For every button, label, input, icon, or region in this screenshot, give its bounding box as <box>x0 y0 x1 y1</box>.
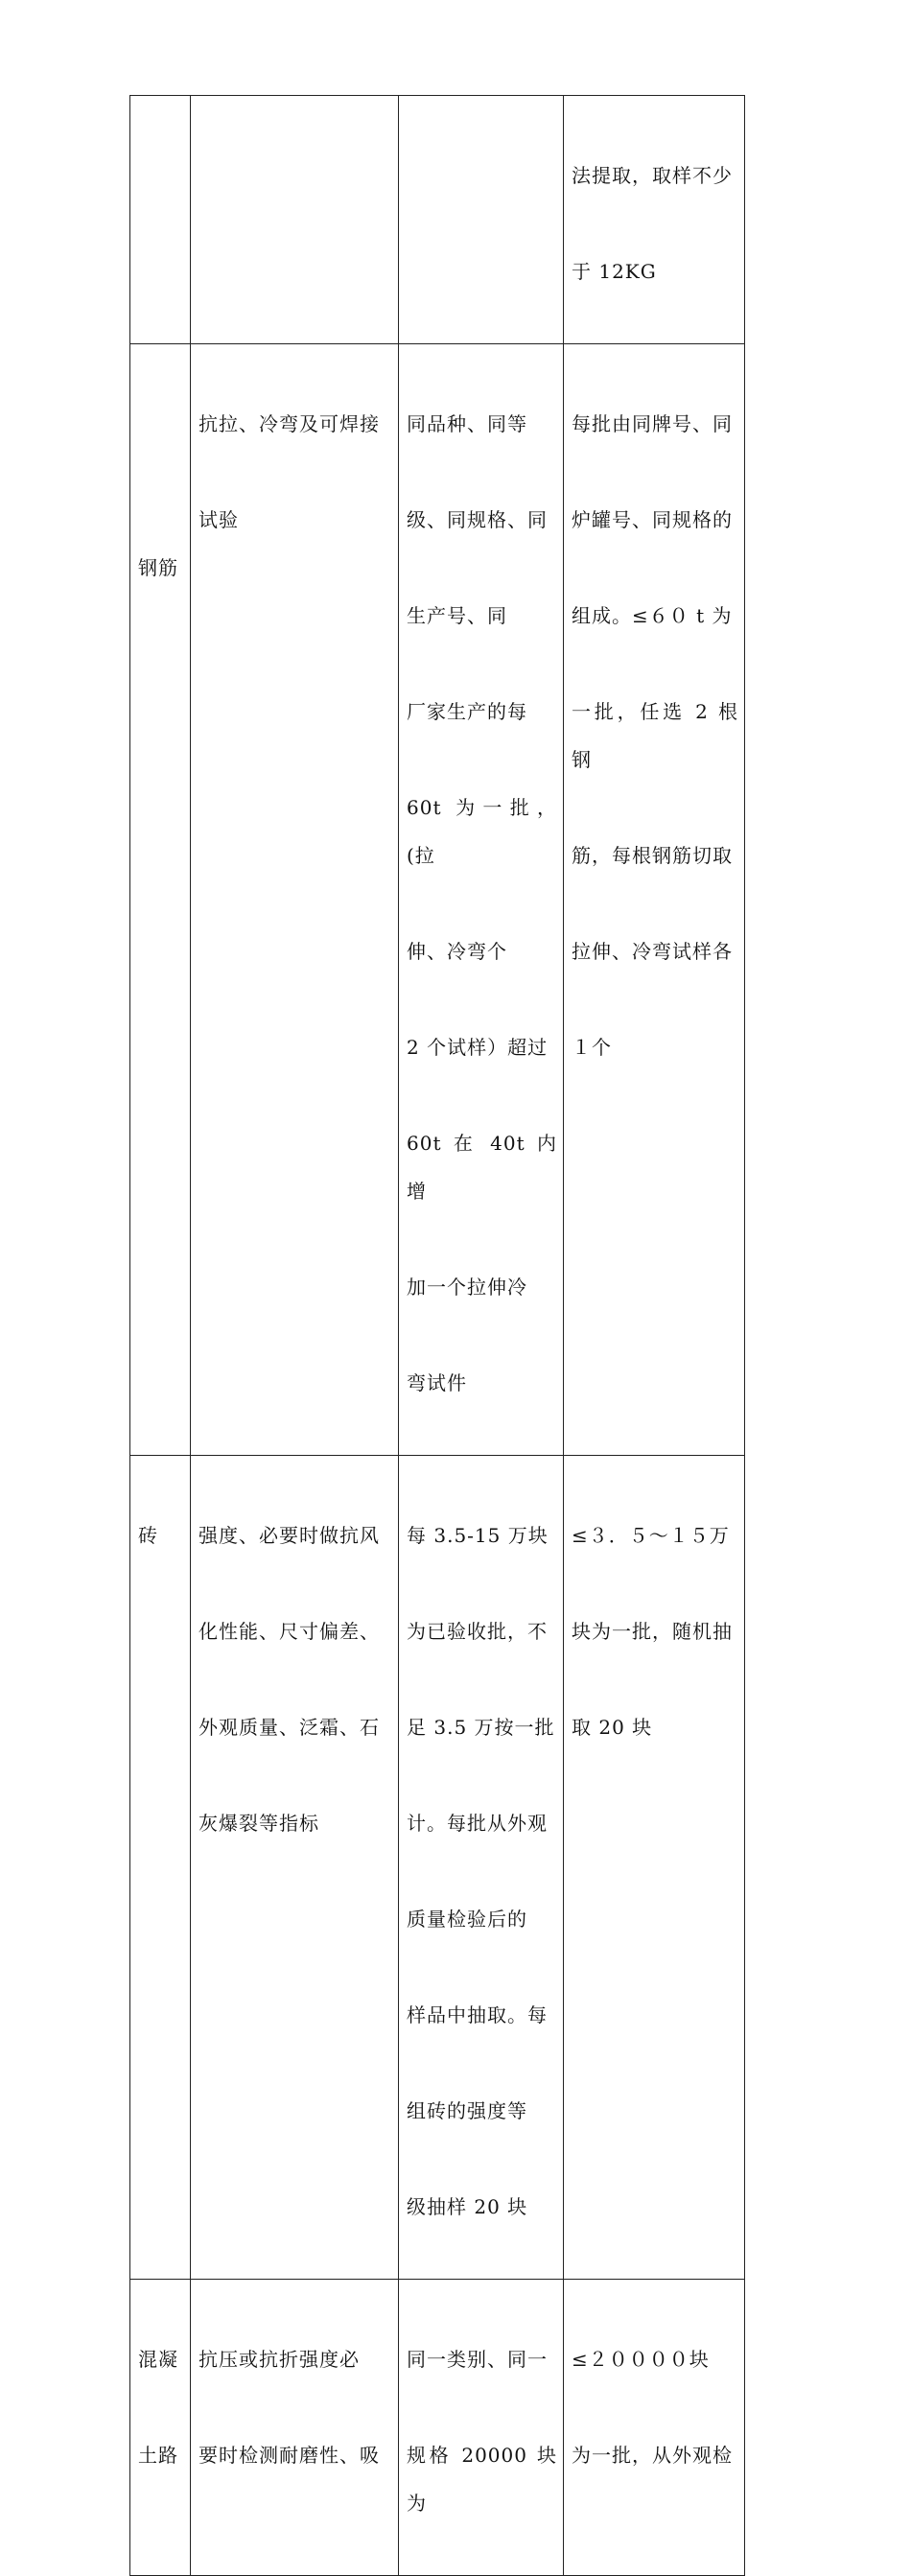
text-line: 每 3.5-15 万块 <box>407 1524 549 1547</box>
text-line: 一批，任选 2 根钢 <box>572 700 738 771</box>
text-line: 试验 <box>199 508 239 531</box>
text-line: 同一类别、同一 <box>407 2348 548 2371</box>
text-line: 混凝 <box>138 2348 178 2371</box>
text-line: ≤３．５～１５万 <box>572 1524 730 1547</box>
material-label: 钢筋 <box>138 556 178 579</box>
text-line: 组砖的强度等 <box>407 2099 527 2122</box>
specification-table <box>129 95 745 2576</box>
sampling-cell <box>564 2280 745 2576</box>
text-line: 规格 20000 块为 <box>407 2444 557 2515</box>
material-cell <box>130 1456 191 2280</box>
test-items-cell <box>191 96 399 344</box>
material-cell <box>130 96 191 344</box>
text-line: 法提取，取样不少 <box>572 164 733 187</box>
sampling-cell <box>564 1456 745 2280</box>
text-line: 抗压或抗折强度必 <box>199 2348 360 2371</box>
batch-rule-cell <box>399 2280 564 2576</box>
table-row <box>130 96 745 344</box>
text-line: 于 12KG <box>572 260 657 283</box>
table-row <box>130 1456 745 2280</box>
text-line: 60t 为一批，(拉 <box>407 796 557 867</box>
text-line: 伸、冷弯个 <box>407 940 507 963</box>
batch-rule-cell <box>399 1456 564 2280</box>
sampling-cell <box>564 96 745 344</box>
text-line: 块为一批，随机抽 <box>572 1620 733 1643</box>
text-line: ≤２００００块 <box>572 2348 710 2371</box>
text-line: 质量检验后的 <box>407 1908 527 1931</box>
text-line: 拉伸、冷弯试样各 <box>572 940 733 963</box>
text-line: 组成。≤６０ t 为 <box>572 604 733 627</box>
text-line: 强度、必要时做抗风 <box>199 1524 380 1547</box>
text-line: 为一批，从外观检 <box>572 2444 733 2467</box>
text-line: 计。每批从外观 <box>407 1812 548 1835</box>
table-row <box>130 2280 745 2576</box>
test-items-cell <box>191 1456 399 2280</box>
text-line: 筋，每根钢筋切取 <box>572 844 733 867</box>
text-line: 外观质量、泛霜、石 <box>199 1716 380 1739</box>
text-line: 2 个试样）超过 <box>407 1036 549 1059</box>
text-line: 取 20 块 <box>572 1716 653 1739</box>
text-line: 每批由同牌号、同 <box>572 412 733 435</box>
text-line: 60t 在 40t 内增 <box>407 1132 557 1203</box>
batch-rule-cell <box>399 96 564 344</box>
text-line: 加一个拉伸冷 <box>407 1276 527 1299</box>
text-line: 级、同规格、同 <box>407 508 548 531</box>
text-line: 炉罐号、同规格的 <box>572 508 733 531</box>
text-line: 抗拉、冷弯及可焊接 <box>199 412 380 435</box>
text-line: 样品中抽取。每 <box>407 2003 548 2026</box>
text-line: 同品种、同等 <box>407 412 527 435</box>
text-line: 级抽样 20 块 <box>407 2195 528 2218</box>
text-line: 土路 <box>138 2444 178 2467</box>
text-line: １个 <box>572 1036 612 1059</box>
material-cell <box>130 2280 191 2576</box>
text-line: 为已验收批，不 <box>407 1620 548 1643</box>
text-line: 弯试件 <box>407 1371 467 1394</box>
text-line: 化性能、尺寸偏差、 <box>199 1620 380 1643</box>
text-line: 灰爆裂等指标 <box>199 1812 319 1835</box>
text-line: 生产号、同 <box>407 604 507 627</box>
material-label: 砖 <box>138 1524 158 1547</box>
text-line: 厂家生产的每 <box>407 700 527 723</box>
test-items-cell <box>191 2280 399 2576</box>
text-line: 足 3.5 万按一批 <box>407 1716 555 1739</box>
text-line: 要时检测耐磨性、吸 <box>199 2444 380 2467</box>
